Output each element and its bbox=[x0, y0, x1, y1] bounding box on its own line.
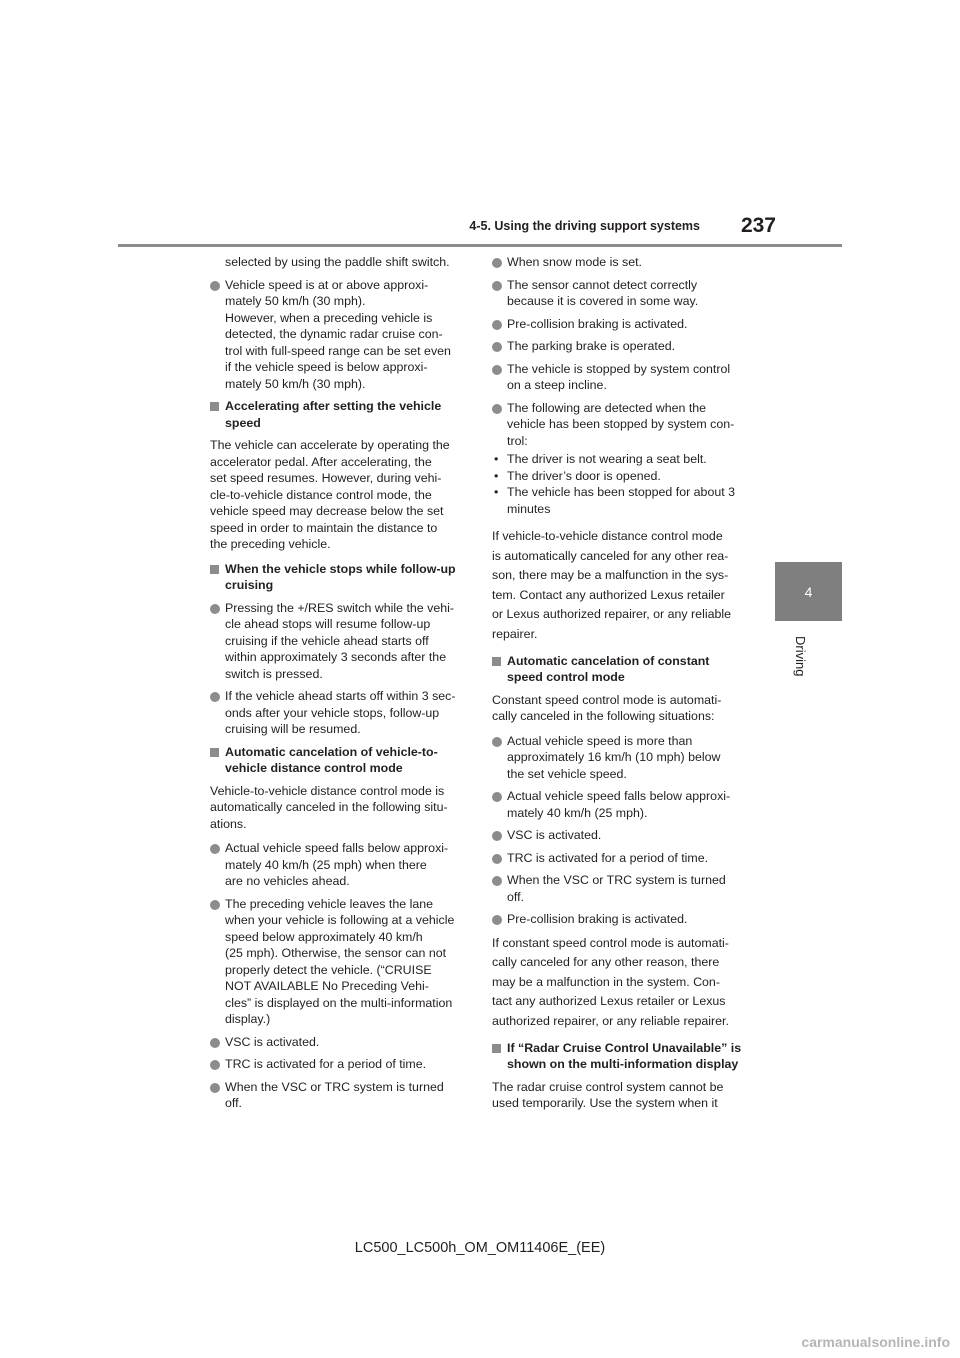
chapter-tab[interactable] bbox=[775, 562, 842, 621]
sub-list-item: • The vehicle has been stopped for about 3 minutes bbox=[494, 485, 736, 516]
section-heading: Automatic cancelation of vehicle-to- vehicle distance control mode bbox=[210, 744, 468, 777]
bullet-item: Actual vehicle speed falls below approxi- mately 40 km/h (25 mph) when there are no vehicles ahead. bbox=[210, 840, 468, 890]
section-heading: Accelerating after setting the vehicle speed bbox=[210, 398, 468, 431]
bullet-dot-icon bbox=[210, 281, 220, 291]
section-heading: If “Radar Cruise Control Unavailable” is shown on the multi-information display bbox=[492, 1040, 750, 1073]
bullet-dot-icon bbox=[210, 1083, 220, 1093]
bullet-dot-icon bbox=[492, 854, 502, 864]
paragraph: The radar cruise control system cannot be used temporarily. Use the system when it bbox=[492, 1079, 724, 1111]
bullet-item: VSC is activated. bbox=[492, 827, 750, 844]
bullet-dot-icon bbox=[492, 258, 502, 268]
bullet-item: Actual vehicle speed is more than approximately 16 km/h (10 mph) below the set vehicle speed. bbox=[492, 733, 750, 783]
document-code: LC500_LC500h_OM_OM11406E_(EE) bbox=[354, 1240, 606, 1256]
left-column bbox=[210, 254, 468, 1118]
bullet-dot-icon bbox=[210, 604, 220, 614]
bullet-item: When the VSC or TRC system is turned off. bbox=[210, 1079, 468, 1112]
sub-list-item: • The driver’s door is opened. bbox=[494, 468, 661, 483]
bullet-dot-icon bbox=[492, 281, 502, 291]
bullet-dot-icon bbox=[210, 1038, 220, 1048]
chapter-number: 4 bbox=[804, 583, 813, 600]
bullet-item: The vehicle is stopped by system control on a steep incline. bbox=[492, 361, 750, 394]
bullet-item: Vehicle speed is at or above approxi- mately 50 km/h (30 mph). However, when a preceding vehicle is detected, the dynamic radar cruise con- trol with full-speed range can be set even if the vehicle speed is below approxi- mately 50 km/h (30 mph). bbox=[210, 277, 468, 393]
bullet-dot-icon bbox=[210, 692, 220, 702]
bullet-dot-icon bbox=[492, 915, 502, 925]
bullet-item: The sensor cannot detect correctly because it is covered in some way. bbox=[492, 277, 750, 310]
bullet-item: Pre-collision braking is activated. bbox=[492, 316, 750, 333]
header-rule bbox=[118, 244, 842, 247]
bullet-item: Actual vehicle speed falls below approxi- mately 40 km/h (25 mph). bbox=[492, 788, 750, 821]
bullet-dot-icon bbox=[492, 737, 502, 747]
bullet-item: If the vehicle ahead starts off within 3 sec- onds after your vehicle stops, follow-up cruising will be resumed. bbox=[210, 688, 468, 738]
paragraph: If vehicle-to-vehicle distance control mode is automatically canceled for any other rea- son, there may be a malfunction in the sys- tem. Contact any authorized Lexus retailer or Lexus authorized repairer, or any reliable repairer. bbox=[492, 529, 731, 641]
sub-list-item: • The driver is not wearing a seat belt. bbox=[494, 452, 707, 466]
section-heading: When the vehicle stops while follow-up cruising bbox=[210, 561, 468, 594]
bullet-item: Pre-collision braking is activated. bbox=[492, 911, 750, 928]
bullet-item: When the VSC or TRC system is turned off. bbox=[492, 872, 750, 905]
bullet-dot-icon bbox=[492, 876, 502, 886]
bullet-item: When snow mode is set. bbox=[492, 254, 750, 271]
bullet-dot-icon bbox=[492, 320, 502, 330]
bullet-dot-icon bbox=[492, 342, 502, 352]
bullet-item: VSC is activated. bbox=[210, 1034, 468, 1051]
bullet-dot-icon bbox=[492, 365, 502, 375]
bullet-dot-icon bbox=[210, 900, 220, 910]
bullet-item: TRC is activated for a period of time. bbox=[210, 1056, 468, 1073]
square-bullet-icon bbox=[210, 748, 219, 757]
bullet-dot-icon bbox=[210, 1060, 220, 1070]
square-bullet-icon bbox=[210, 402, 219, 411]
page-number: 237 bbox=[740, 214, 776, 237]
bullet-item: TRC is activated for a period of time. bbox=[492, 850, 750, 867]
square-bullet-icon bbox=[210, 565, 219, 574]
bullet-dot-icon bbox=[492, 792, 502, 802]
bullet-dot-icon bbox=[492, 404, 502, 414]
square-bullet-icon bbox=[492, 1044, 501, 1053]
paragraph: If constant speed control mode is automati- cally canceled for any other reason, there may be a malfunction in the system. Con- tact any authorized Lexus retailer or Lexus authorized repairer, or any reliable repairer. bbox=[492, 935, 729, 1028]
bullet-dot-icon bbox=[210, 844, 220, 854]
watermark: carmanualsonline.info bbox=[801, 1334, 950, 1350]
section-title: 4-5. Using the driving support systems bbox=[469, 219, 700, 233]
chapter-label: Driving bbox=[793, 636, 808, 677]
right-column bbox=[492, 254, 750, 1120]
continued-text: selected by using the paddle shift switch. bbox=[225, 255, 450, 269]
section-heading: Automatic cancelation of constant speed control mode bbox=[492, 653, 750, 686]
paragraph: Vehicle-to-vehicle distance control mode is automatically canceled in the following situ- ations. bbox=[210, 783, 448, 831]
bullet-item: The parking brake is operated. bbox=[492, 338, 750, 355]
paragraph: The vehicle can accelerate by operating the accelerator pedal. After accelerating, the set speed resumes. However, during vehi- cle-to-vehicle distance control mode, the vehicle speed may decrease below the set speed in order to maintain the distance to the preceding vehicle. bbox=[210, 438, 450, 551]
bullet-item: The following are detected when the vehicle has been stopped by system con- trol: bbox=[492, 400, 750, 450]
bullet-item: The preceding vehicle leaves the lane when your vehicle is following at a vehicle speed below approximately 40 km/h (25 mph). Otherwise, the sensor can not properly detect the vehicle. (“CRUISE NOT AVAILABLE No Preceding Vehi- cles” is displayed on the multi-information display.) bbox=[210, 896, 468, 1028]
paragraph: Constant speed control mode is automati- cally canceled in the following situations: bbox=[492, 692, 722, 724]
bullet-dot-icon bbox=[492, 831, 502, 841]
bullet-item: Pressing the +/RES switch while the vehi- cle ahead stops will resume follow-up cruising if the vehicle ahead starts off within approximately 3 seconds after the switch is pressed. bbox=[210, 600, 468, 683]
square-bullet-icon bbox=[492, 657, 501, 666]
